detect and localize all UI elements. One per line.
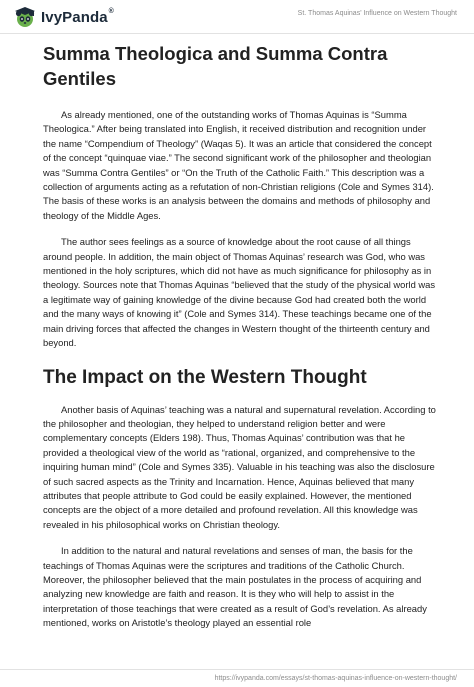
paragraph: In addition to the natural and natural revelations and senses of man, the basis for the teachings of Thomas Aquinas were the scriptures and traditions of the Catholic Church. Moreover, the philosopher believed that the main postulates in the process of acquiring and analyzing new knowledge are faith and reason. It is they who will help to assist in the interpretation of those teachings that were created as a result of God’s revelation. As already mentioned, works on Aristotle’s theology played an essential role	[43, 545, 427, 629]
document-title: St. Thomas Aquinas' Influence on Western Thought	[297, 10, 457, 17]
section-heading: Summa Theologica and Summa Contra Gentiles	[43, 43, 388, 89]
footer-divider	[0, 669, 474, 670]
essay-body	[43, 41, 436, 631]
page-header	[0, 0, 474, 36]
brand-name: IvyPanda®	[41, 7, 114, 26]
ivypanda-logo[interactable]	[14, 6, 114, 28]
section-heading: The Impact on the Western Thought	[43, 366, 367, 388]
header-divider	[0, 33, 474, 34]
panda-graduate-icon	[14, 6, 36, 28]
source-url[interactable]: https://ivypanda.com/essays/st-thomas-aquinas-influence-on-western-thought/	[214, 675, 457, 682]
paragraph: The author sees feelings as a source of knowledge about the root cause of all things around people. In addition, the main object of Thomas Aquinas’ research was God, who was mentioned in the holy scriptures, which did not have as much significance for philosophy as in theology. Sources note that Thomas Aquinas “believed that the study of the physical world was a legitimate way of gaining knowledge of the divine because God had created both the world and the many ways of knowing it” (Cole and Symes 314). These teachings became one of the main driving forces that affected the changes in Western thought of the thirteenth century and beyond.	[43, 236, 436, 349]
paragraph: As already mentioned, one of the outstanding works of Thomas Aquinas is “Summa Theologica.” After being translated into English, it received distribution and recognition under the name “Compendium of Theology” (Waqas 5). It was an article that considered the concept of the concept “quinquae viae.” The second significant work of the philosopher and theologian was “Summa Contra Gentiles” or “On the Truth of the Catholic Faith.” This description was a collection of arguments acting as a refutation of non-Christian religions (Cole and Symes 314). The basis of these works is an analysis between the domains and methods of philosophy and theology of the Middle Ages.	[43, 109, 434, 221]
paragraph: Another basis of Aquinas’ teaching was a natural and supernatural revelation. According to the philosopher and theologian, they helped to understand religion better and were complementary concepts (Elders 198). Thus, Thomas Aquinas’ contribution was that he provided a theological view of the world as “rational, organized, and comprehensive to the inquiring human mind” (Cole and Symes 335). Valuable in his teaching was also the disclosure of such sacred aspects as the Trinity and Incarnation. Hence, Aquinas believed that many attributes that people attribute to God could be easily explained. However, the mentioned concepts are the object of a more detailed and profound revelation. All this knowledge was revealed in his philosophical works on Christian theology.	[43, 403, 436, 530]
